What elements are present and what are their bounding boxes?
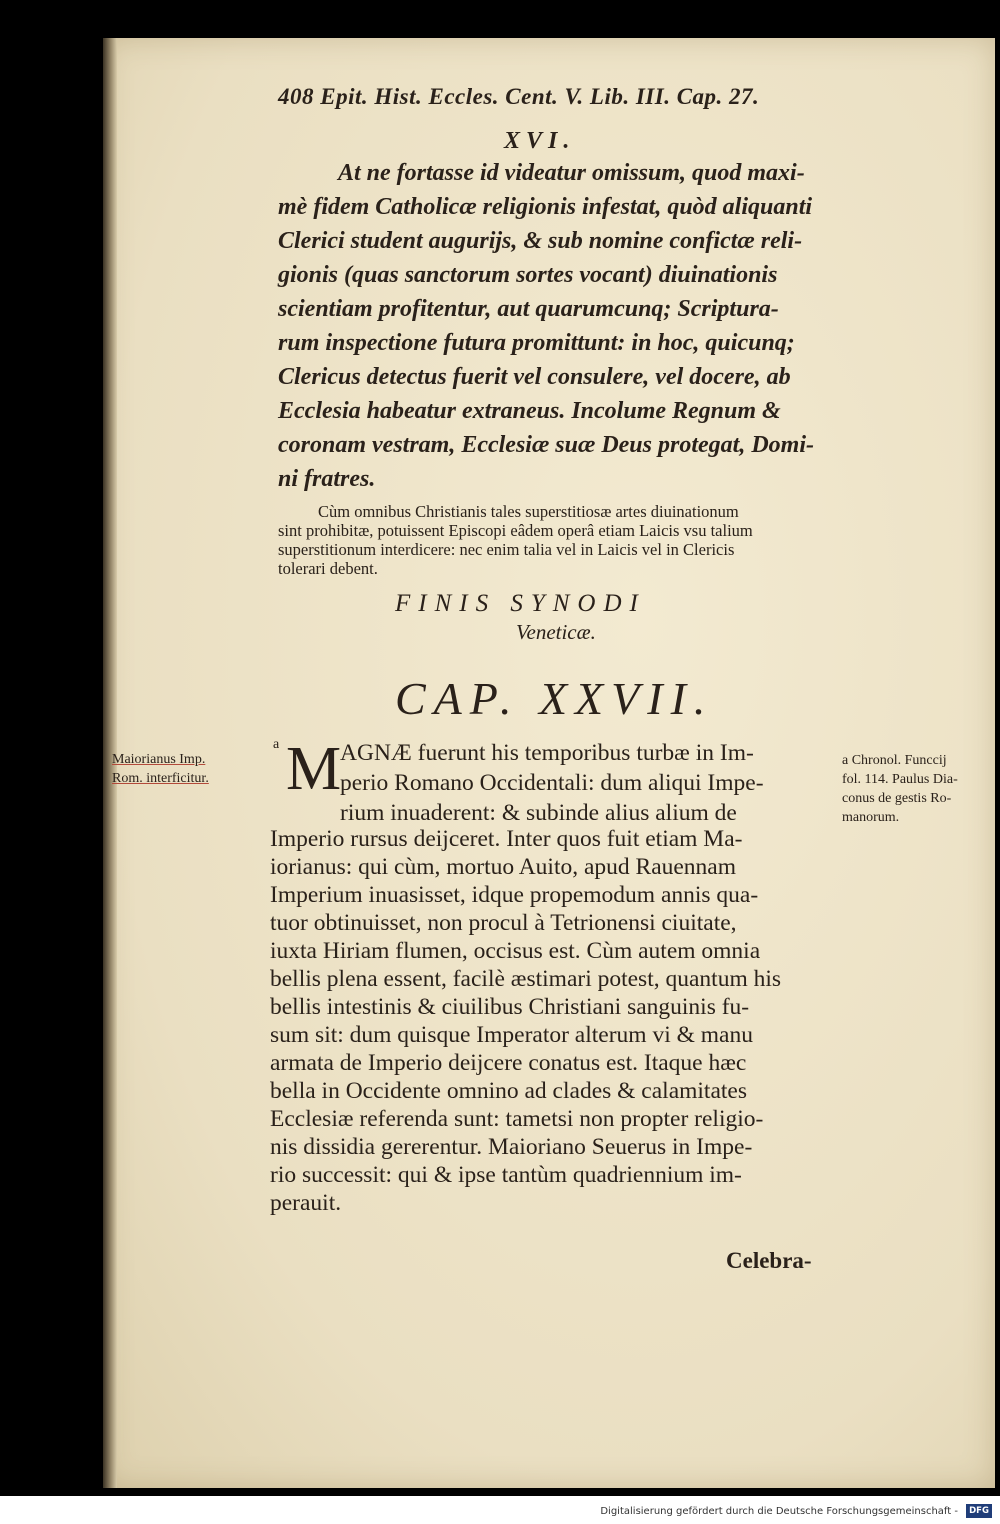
body-line: bellis intestinis & ciuilibus Christiani sanguinis fu- <box>270 994 750 1020</box>
body-line: rio successit: qui & ipse tantùm quadriennium im- <box>270 1162 742 1188</box>
body-line: perio Romano Occidentali: dum aliqui Impe- <box>340 770 764 796</box>
finis-heading: FINIS SYNODI <box>395 590 646 617</box>
italic-line: Ecclesia habeatur extraneus. Incolume Regnum & <box>278 398 781 424</box>
running-head: 408 Epit. Hist. Eccles. Cent. V. Lib. III. Cap. 27. <box>278 84 760 109</box>
chapter-heading: CAP. XXVII. <box>395 673 714 724</box>
margin-note-right: fol. 114. Paulus Dia- <box>842 772 958 787</box>
italic-line: gionis (quas sanctorum sortes vocant) diuinationis <box>278 262 778 288</box>
body-line: nis dissidia gererentur. Maioriano Seuerus in Impe- <box>270 1134 753 1160</box>
commentary-line: superstitionum interdicere: nec enim talia vel in Laicis vel in Clericis <box>278 540 735 559</box>
commentary-line: Cùm omnibus Christianis tales superstitiosæ artes diuinationum <box>318 502 739 521</box>
body-line: armata de Imperio deijcere conatus est. Itaque hæc <box>270 1050 747 1076</box>
note-marker: a <box>273 737 280 752</box>
italic-line: rum inspectione futura promittunt: in hoc, quicunq; <box>278 330 795 356</box>
commentary-line: tolerari debent. <box>278 559 378 578</box>
body-line: iuxta Hiriam flumen, occisus est. Cùm autem omnia <box>270 938 761 964</box>
finis-subheading: Veneticæ. <box>516 620 596 644</box>
body-line: perauit. <box>270 1190 342 1216</box>
body-line: tuor obtinuisset, non procul à Tetrionensi ciuitate, <box>270 910 737 936</box>
body-line: rium inuaderent: & subinde alius alium de <box>340 800 737 826</box>
margin-note-left: Rom. interficitur. <box>112 771 209 786</box>
italic-line: At ne fortasse id videatur omissum, quod maxi- <box>338 160 805 186</box>
body-line: bella in Occidente omnino ad clades & calamitates <box>270 1078 747 1104</box>
margin-note-right: a Chronol. Funccij <box>842 753 947 768</box>
body-line: Ecclesiæ referenda sunt: tametsi non propter religio- <box>270 1106 764 1132</box>
footer-credit: Digitalisierung gefördert durch die Deutsche Forschungsgemeinschaft - <box>600 1506 958 1517</box>
body-line: sum sit: dum quisque Imperator alterum vi & manu <box>270 1022 753 1048</box>
italic-line: ni fratres. <box>278 466 376 492</box>
body-line: Imperio rursus deijceret. Inter quos fuit etiam Ma- <box>270 826 743 852</box>
margin-note-left: Maiorianus Imp. <box>112 752 206 767</box>
italic-line: scientiam profitentur, aut quarumcunq; Scriptura- <box>278 296 779 322</box>
margin-note-right: conus de gestis Ro- <box>842 791 952 806</box>
commentary-line: sint prohibitæ, potuissent Episcopi eâdem operâ etiam Laicis vsu talium <box>278 521 753 540</box>
italic-line: Clerici student augurijs, & sub nomine confictæ reli- <box>278 228 803 254</box>
italic-line: mè fidem Catholicæ religionis infestat, quòd aliquanti <box>278 194 813 220</box>
italic-line: coronam vestram, Ecclesiæ suæ Deus protegat, Domi- <box>278 432 814 458</box>
body-line: iorianus: qui cùm, mortuo Auito, apud Rauennam <box>270 854 737 880</box>
body-line: bellis plena essent, facilè æstimari potest, quantum his <box>270 966 782 992</box>
italic-line: Clericus detectus fuerit vel consulere, vel docere, ab <box>278 364 791 390</box>
body-line: AGNÆ fuerunt his temporibus turbæ in Im- <box>340 740 754 766</box>
margin-note-right: manorum. <box>842 810 900 825</box>
dfg-logo-icon: DFG <box>966 1504 992 1518</box>
drop-cap: M <box>286 735 342 803</box>
body-line: Imperium inuasisset, idque propemodum annis qua- <box>270 882 759 908</box>
catchword: Celebra- <box>726 1248 812 1273</box>
section-number: XVI. <box>504 128 576 154</box>
